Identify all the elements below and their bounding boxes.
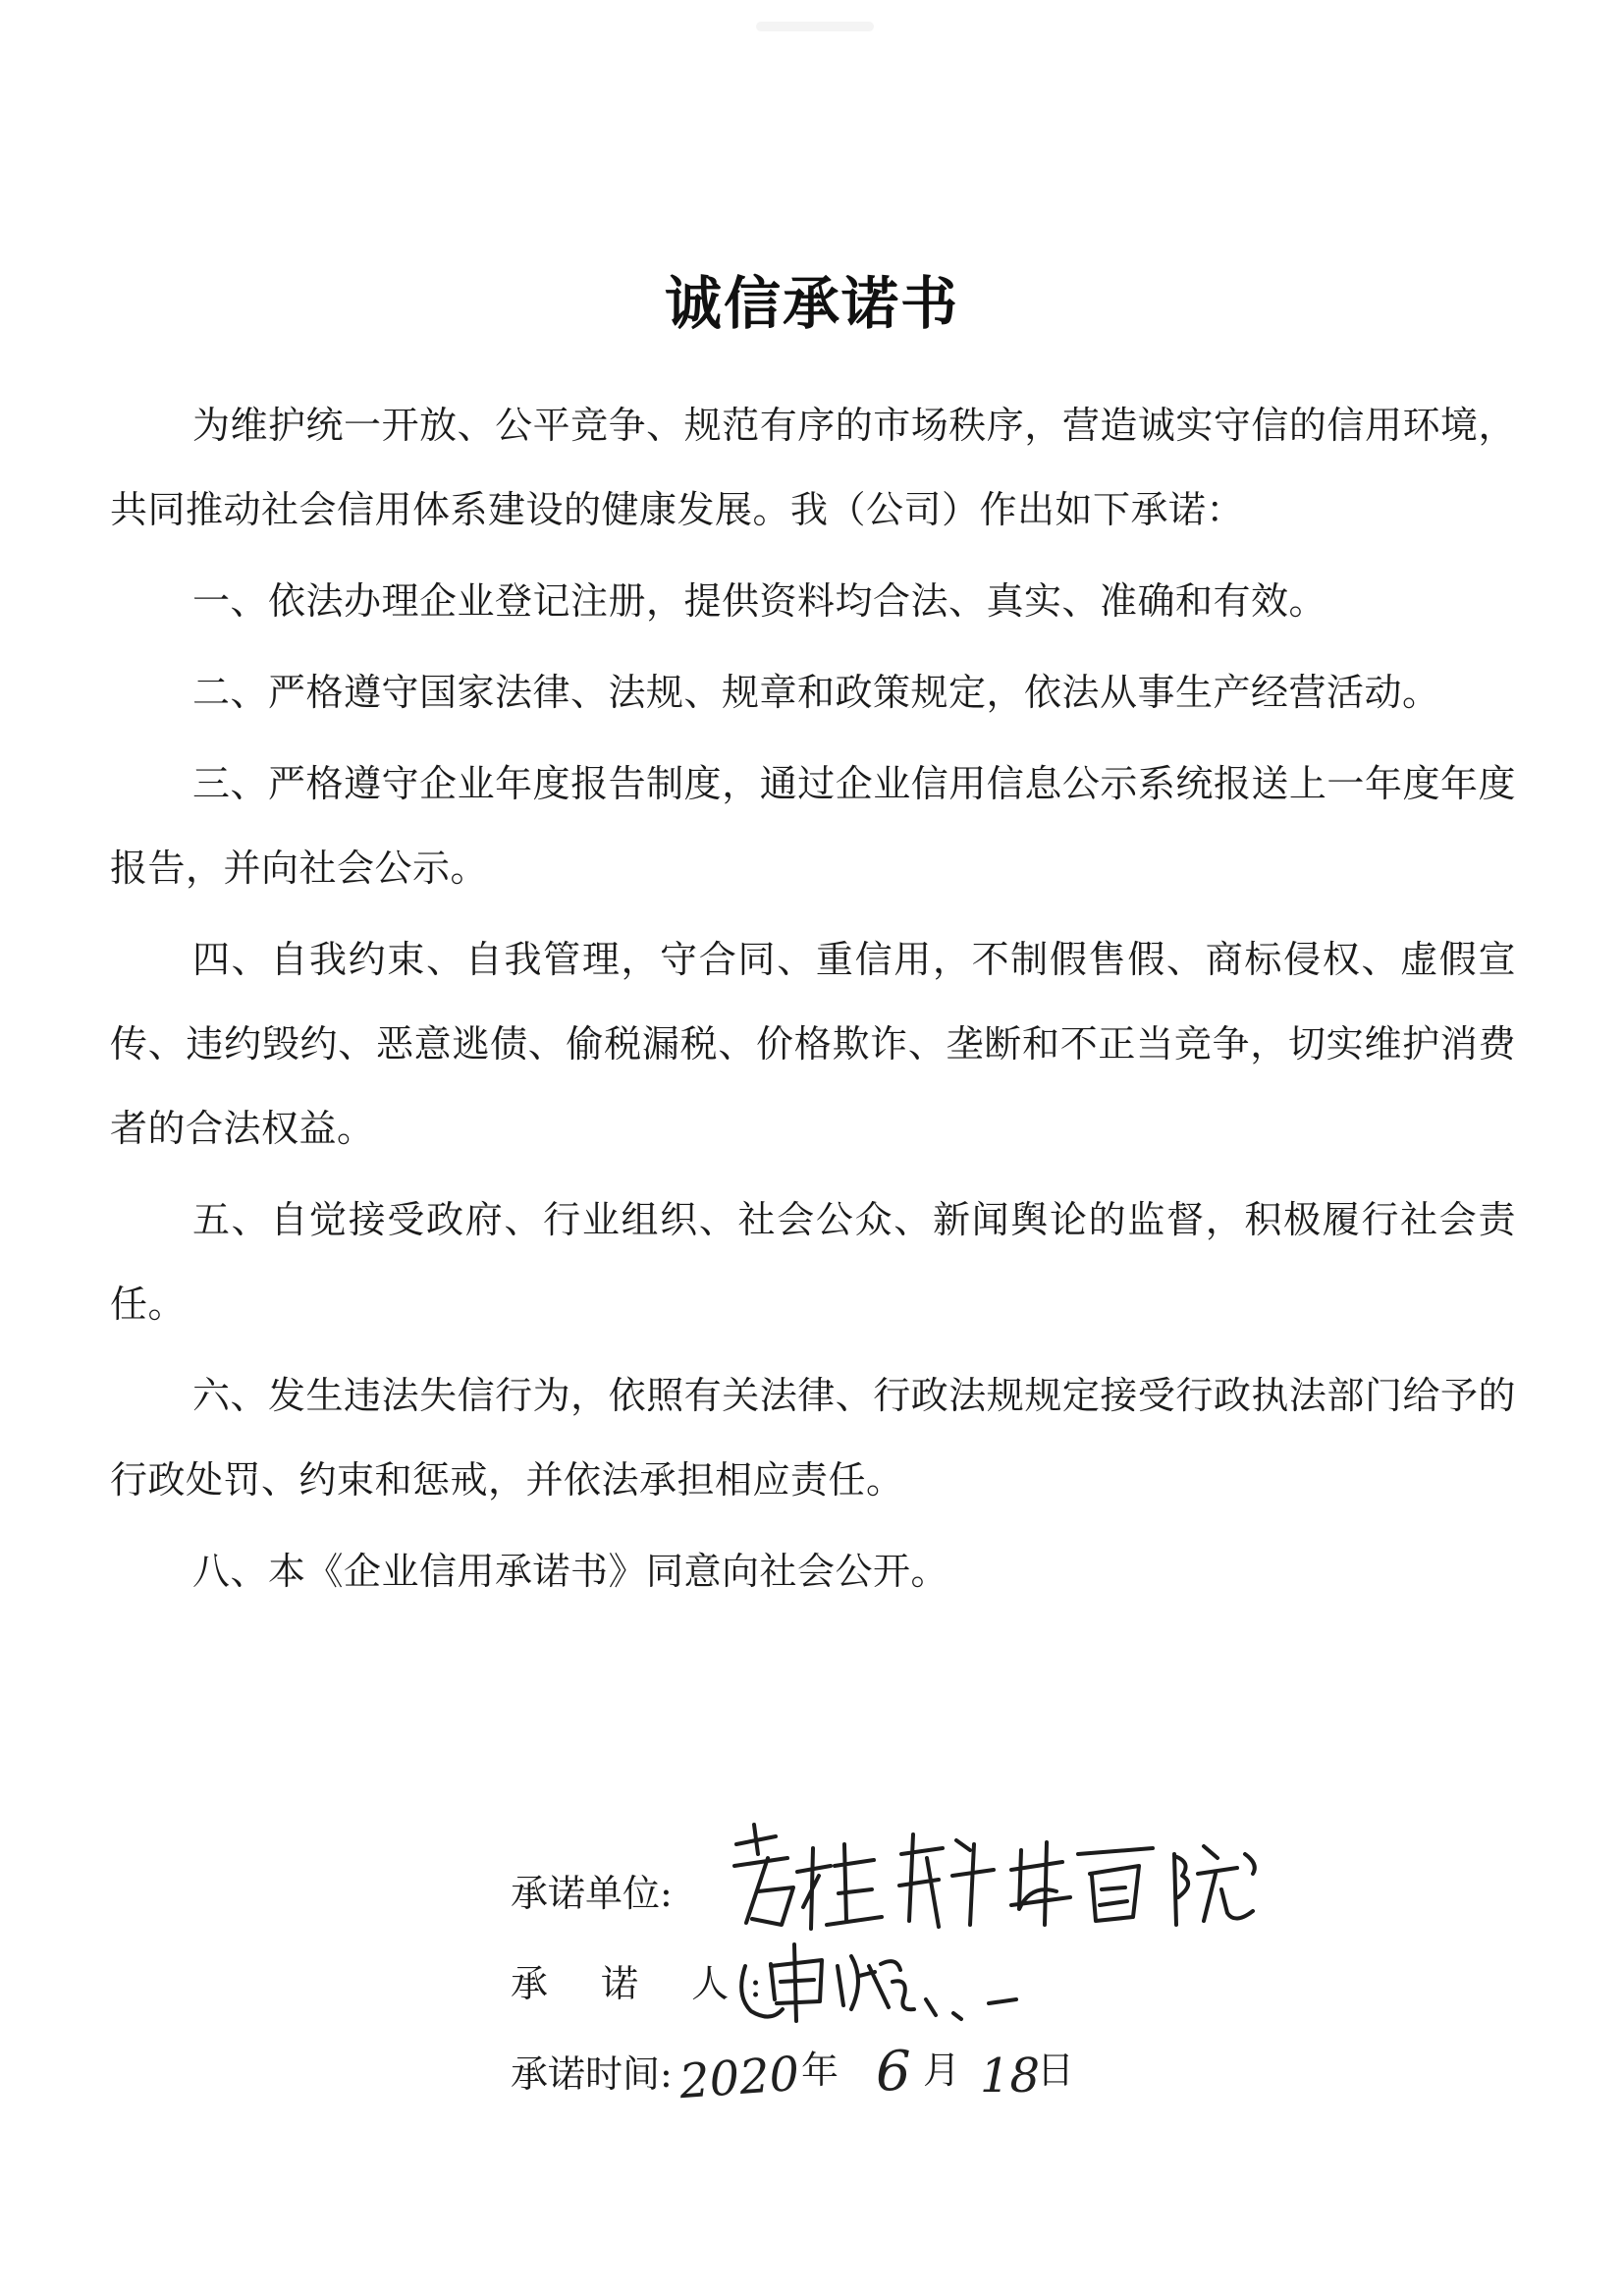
clause-1: 一、依法办理企业登记注册，提供资料均合法、真实、准确和有效。 [192, 579, 1327, 623]
person-row [511, 1935, 1394, 2025]
clause-4: 四、自我约束、自我管理，守合同、重信用，不制假售假、商标侵权、虚假宣传、违约毁约、恶意逃债、偷税漏税、价格欺诈、垄断和不正当竞争，切实维护消费者的合法权益。 [110, 938, 1516, 1150]
clause-6: 六、发生违法失信行为，依照有关法律、行政法规规定接受行政执法部门给予的行政处罚、约束和惩戒，并依法承担相应责任。 [110, 1374, 1516, 1502]
date-year: 2020 [677, 2046, 801, 2110]
date-month: 6 [876, 2040, 911, 2104]
date-year-unit: 年 [801, 2049, 839, 2092]
intro-paragraph: 为维护统一开放、公平竞争、规范有序的市场秩序，营造诚实守信的信用环境，共同推动社会信用体系建设的健康发展。我（公司）作出如下承诺： [110, 404, 1516, 531]
document-title: 诚信承诺书 [664, 270, 959, 337]
person-label: 承 诺 人: [511, 1961, 783, 2005]
clause-2: 二、严格遵守国家法律、法规、规章和政策规定，依法从事生产经营活动。 [192, 671, 1440, 714]
scan-artifact [756, 22, 874, 31]
unit-row [511, 1844, 1394, 1935]
date-day: 18 [980, 2049, 1041, 2104]
date-row [511, 2025, 1394, 2115]
date-day-unit: 日 [1037, 2049, 1075, 2092]
document-body [110, 383, 1516, 1620]
clause-8: 八、本《企业信用承诺书》同意向社会公开。 [192, 1550, 949, 1593]
time-label: 承诺时间: [511, 2051, 673, 2096]
date-month-unit: 月 [923, 2049, 961, 2092]
person-handwritten-signature [731, 1927, 1026, 2035]
clause-3: 三、严格遵守企业年度报告制度，通过企业信用信息公示系统报送上一年度年度报告，并向社会公示。 [110, 762, 1516, 890]
unit-label: 承诺单位: [511, 1871, 673, 1915]
clause-5: 五、自觉接受政府、行业组织、社会公众、新闻舆论的监督，积极履行社会责任。 [110, 1198, 1516, 1326]
signature-block [511, 1844, 1394, 2115]
unit-handwritten-signature [717, 1815, 1267, 1942]
